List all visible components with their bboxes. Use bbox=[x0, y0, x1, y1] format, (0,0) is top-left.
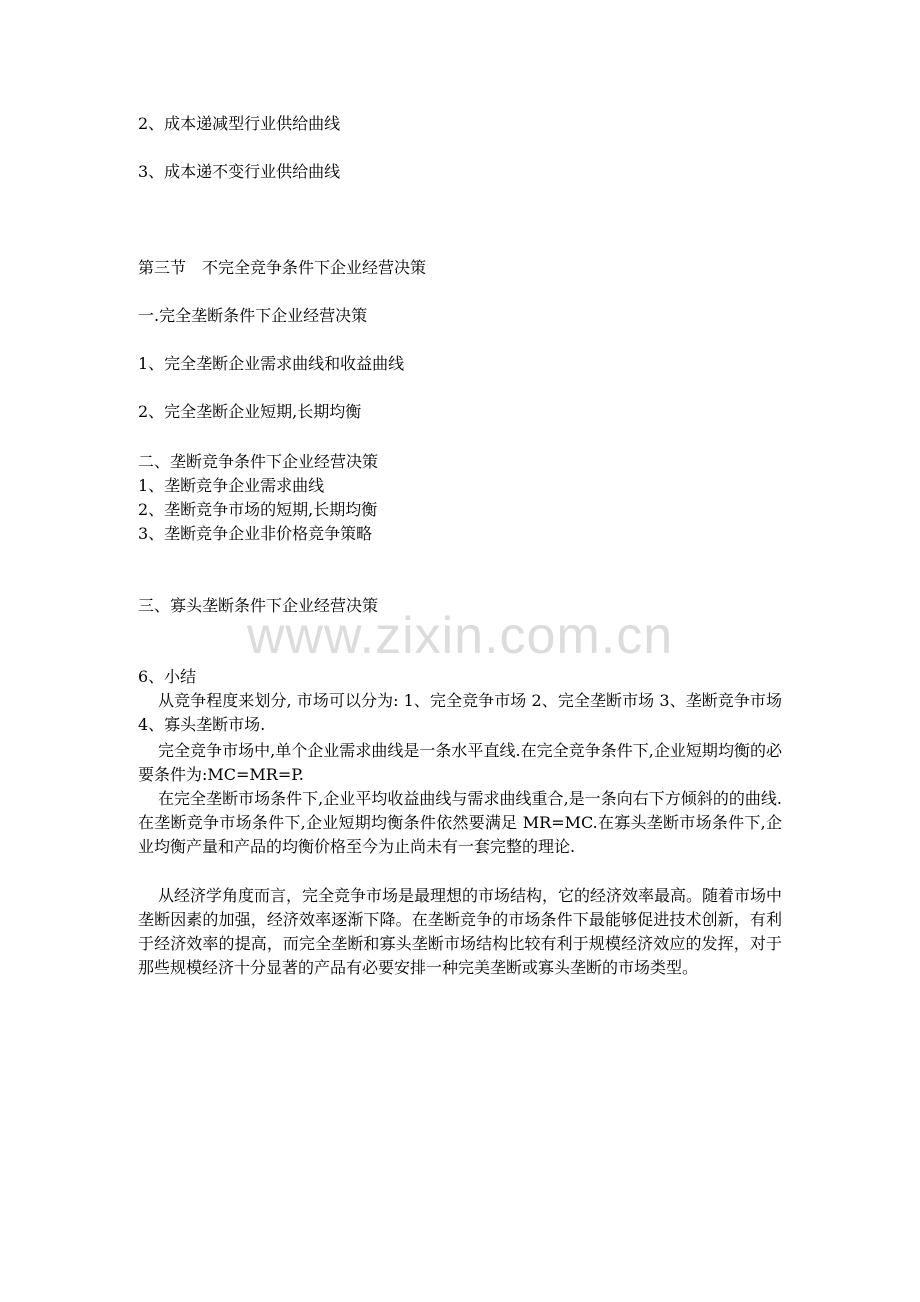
list-item: 1、垄断竞争企业需求曲线 bbox=[138, 476, 325, 495]
list-item: 2、成本递减型行业供给曲线 bbox=[138, 114, 341, 133]
subsection-heading: 三、寡头垄断条件下企业经营决策 bbox=[138, 596, 379, 615]
summary-title: 6、小结 bbox=[138, 667, 197, 686]
section-heading: 第三节 不完全竞争条件下企业经营决策 bbox=[138, 258, 427, 277]
subsection-heading: 二、垄断竞争条件下企业经营决策 bbox=[138, 452, 379, 471]
paragraph: 从竞争程度来划分, 市场可以分为: 1、完全竞争市场 2、完全垄断市场 3、垄断竞争市场 4、寡头垄断市场. bbox=[138, 691, 782, 734]
paragraph: 在完全垄断市场条件下,企业平均收益曲线与需求曲线重合,是一条向右下方倾斜的的曲线.在垄断竞争市场条件下,企业短期均衡条件依然要满足 MR=MC.在寡头垄断市场条件下,企业均衡产量和产品的均衡价格至今为止尚未有一套完整的理论. bbox=[138, 789, 782, 856]
list-item: 1、完全垄断企业需求曲线和收益曲线 bbox=[138, 354, 405, 373]
list-item: 2、完全垄断企业短期,长期均衡 bbox=[138, 402, 362, 421]
watermark: www.zixin.com.cn bbox=[246, 607, 674, 665]
paragraph: 从经济学角度而言，完全竞争市场是最理想的市场结构，它的经济效率最高。随着市场中垄断因素的加强，经济效率逐渐下降。在垄断竞争的市场条件下最能够促进技术创新，有利于经济效率的提高，而完全垄断和寡头垄断市场结构比较有利于规模经济效应的发挥，对于那些规模经济十分显著的产品有必要安排一种完美垄断或寡头垄断的市场类型。 bbox=[138, 886, 783, 977]
list-item: 3、垄断竞争企业非价格竞争策略 bbox=[138, 524, 373, 543]
paragraph: 完全竞争市场中,单个企业需求曲线是一条水平直线.在完全竞争条件下,企业短期均衡的必要条件为:MC=MR=P. bbox=[138, 741, 782, 784]
list-item: 2、垄断竞争市场的短期,长期均衡 bbox=[138, 500, 378, 519]
list-item: 3、成本递不变行业供给曲线 bbox=[138, 162, 341, 181]
subsection-heading: 一.完全垄断条件下企业经营决策 bbox=[138, 306, 368, 325]
